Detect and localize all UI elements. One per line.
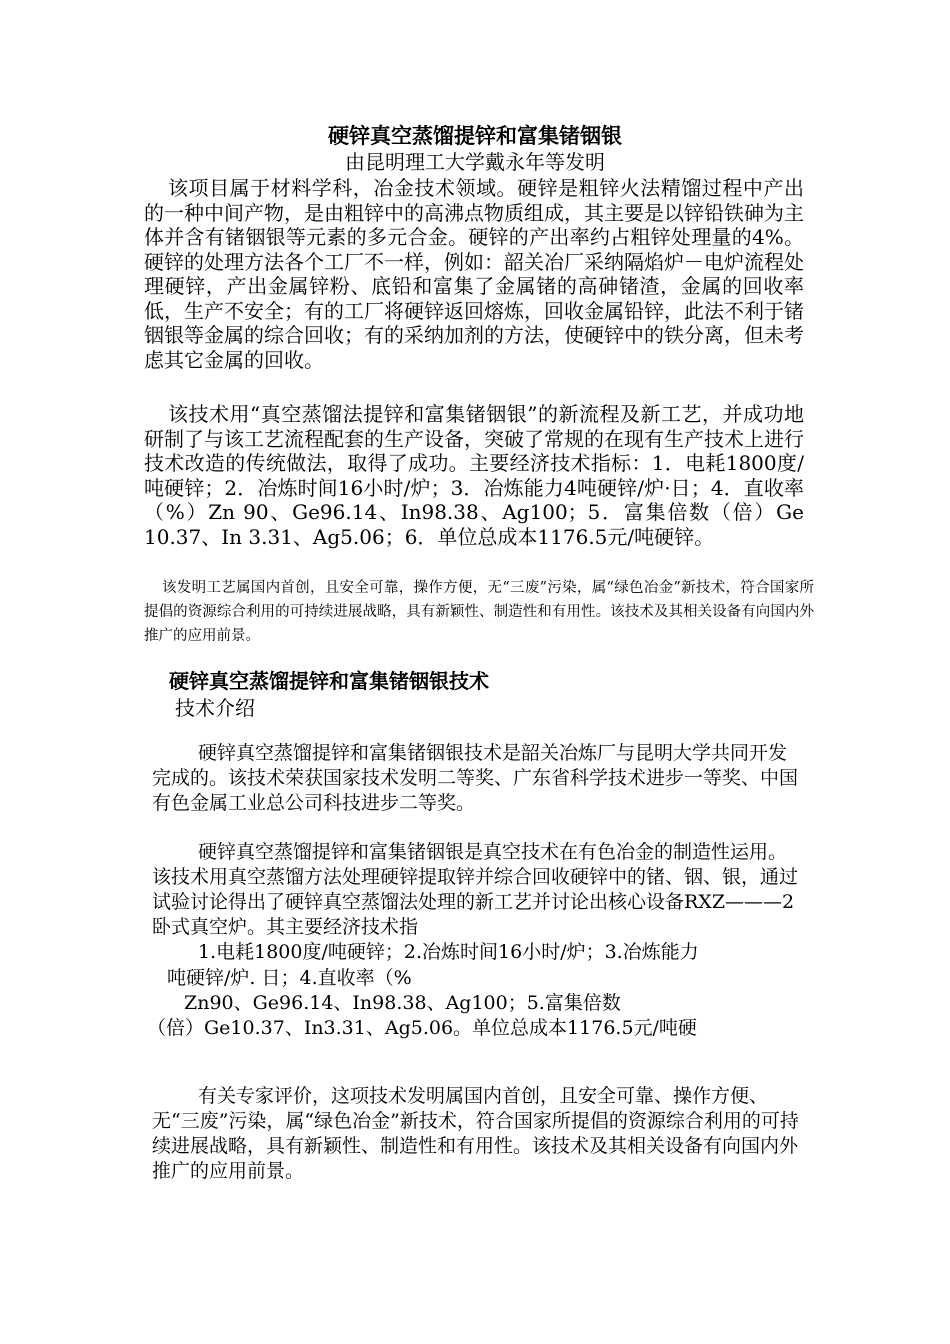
indicator-line-3: Zn90、Ge96.14、In98.38、Ag100；5.富集倍数 <box>184 992 621 1014</box>
indicator-line-4: （倍）Ge10.37、In3.31、Ag5.06。单位总成本1176.5元/吨硬 <box>147 1017 697 1039</box>
section-method-paragraph: 硬锌真空蒸馏提锌和富集锗铟银是真空技术在有色冶金的制造性运用。该技术用真空蒸馏方法处理硬锌提取锌并综合回收硬锌中的锗、铟、银，通过试验讨论得出了硬锌真空蒸馏法处理的新工艺并讨论出核心设备RXZ———2卧式真空炉。其主要经济技术指 <box>152 841 799 938</box>
evaluation-paragraph: 该发明工艺属国内首创，且安全可靠，操作方便，无“三废”污染，属“绿色冶金”新技术，符合国家所提倡的资源综合利用的可持续进展战略，具有新颖性、制造性和有用性。该技术及其相关设备有向国内外推广的应用前景。 <box>144 580 814 644</box>
document-byline: 由昆明理工大学戴永年等发明 <box>345 150 605 174</box>
intro-paragraph: 该项目属于材料学科，冶金技术领域。硬锌是粗锌火法精馏过程中产出的一种中间产物，是由粗锌中的高沸点物质组成，其主要是以锌铅铁砷为主体并含有锗铟银等元素的多元合金。硬锌的产出率约占粗锌处理量的4%。硬锌的处理方法各个工厂不一样，例如：韶关冶厂采纳隔焰炉－电炉流程处理硬锌，产出金属锌粉、底铅和富集了金属锗的高砷锗渣，金属的回收率低，生产不安全；有的工厂将硬锌返回熔炼，回收金属铅锌，此法不利于锗铟银等金属的综合回收；有的采纳加剂的方法，使硬锌中的铁分离，但未考虑其它金属的回收。 <box>144 176 804 372</box>
section-subtitle: 技术介绍 <box>175 696 255 720</box>
section-intro-paragraph: 硬锌真空蒸馏提锌和富集锗铟银技术是韶关冶炼厂与昆明大学共同开发完成的。该技术荣获国家技术发明二等奖、广东省科学技术进步一等奖、中国有色金属工业总公司科技进步二等奖。 <box>152 742 799 814</box>
indicator-line-1: 1.电耗1800度/吨硬锌；2.冶炼时间16小时/炉；3.冶炼能力 <box>198 941 699 963</box>
technology-paragraph: 该技术用“真空蒸馏法提锌和富集锗铟银”的新流程及新工艺，并成功地研制了与该工艺流程配套的生产设备，突破了常规的在现有生产技术上进行技术改造的传统做法，取得了成功。主要经济技术指标：1．电耗1800度/吨硬锌；2．冶炼时间16小时/炉；3．冶炼能力4吨硬锌/炉·日；4．直收率（%）Zn 90、Ge96.14、In98.38、Ag100；5．富集倍数（倍）Ge 10.37、In 3.31、Ag5.06；6．单位总成本1176.5元/吨硬锌。 <box>144 402 804 549</box>
indicator-line-2: 吨硬锌/炉. 日；4.直收率（% <box>167 967 412 989</box>
section-title: 硬锌真空蒸馏提锌和富集锗铟银技术 <box>169 669 489 693</box>
expert-evaluation-paragraph: 有关专家评价，这项技术发明属国内首创，且安全可靠、操作方便、无“三废”污染，属“绿色冶金”新技术，符合国家所提倡的资源综合利用的可持续进展战略，具有新颖性、制造性和有用性。该技术及其相关设备有向国内外推广的应用前景。 <box>152 1085 799 1182</box>
document-title: 硬锌真空蒸馏提锌和富集锗铟银 <box>328 123 622 148</box>
